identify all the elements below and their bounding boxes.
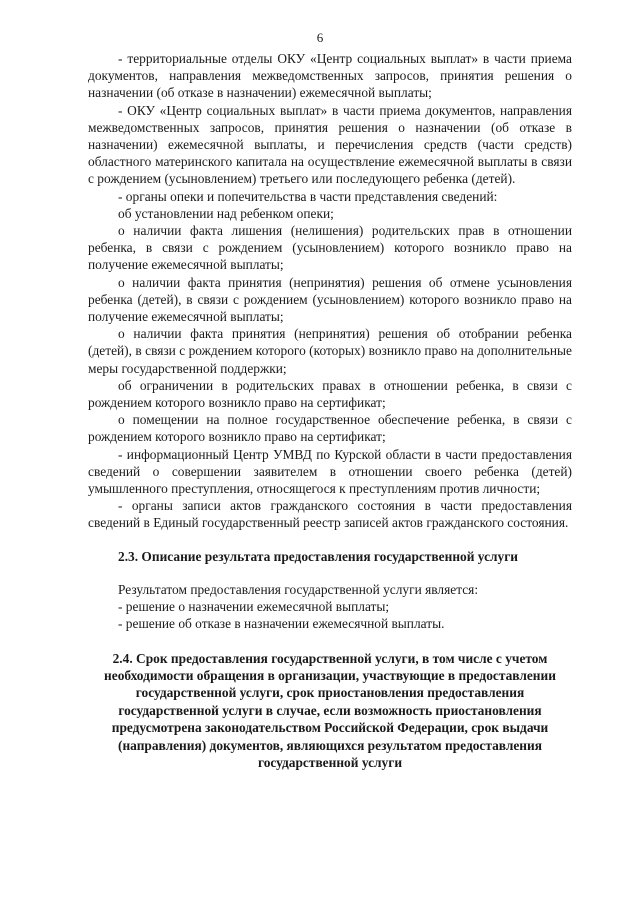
result-intro: Результатом предоставления государственной услуги является: (118, 581, 479, 597)
result-item-approval: - решение о назначении ежемесячной выплаты; (118, 599, 390, 615)
paragraph-adoption-cancellation: о наличии факта принятия (непринятия) решения об отмене усыновления ребенка (детей), в связи с рождением (усыновлением) которого возникло право на получение ежемесячной выплаты; (88, 274, 572, 325)
page-number: 6 (316, 30, 324, 45)
section-2-3-heading: 2.3. Описание результата предоставления государственной услуги (118, 548, 519, 564)
paragraph-guardianship-bodies: - органы опеки и попечительства в части представления сведений: (118, 188, 498, 204)
paragraph-civil-registry: - органы записи актов гражданского состояния в части предоставления сведений в Единый государственный реестр записей актов гражданского состояния. (88, 498, 572, 531)
page-content (88, 50, 572, 771)
result-item-refusal: - решение об отказе в назначении ежемесячной выплаты. (118, 616, 445, 632)
section-2-3-body (88, 581, 572, 633)
paragraph-oku-center: - ОКУ «Центр социальных выплат» в части приема документов, направления межведомственных запросов, принятия решения о назначении (об отказе в назначении) ежемесячной выплаты, и перечисления средств (части средств) областного материнского капитала на осуществление ежемесячной выплаты в связи с рождением (усыновлением) третьего или последующего ребенка (детей). (88, 102, 572, 187)
paragraph-territorial-offices: - территориальные отделы ОКУ «Центр социальных выплат» в части приема документов, направления межведомственных запросов, принятия решения о назначении (об отказе в назначении) ежемесячной выплаты; (88, 51, 572, 101)
paragraph-guardianship-established: об установлении над ребенком опеки; (118, 205, 334, 221)
paragraph-state-care: о помещении на полное государственное обеспечение ребенка, в связи с рождением которого возникло право на сертификат; (88, 412, 572, 445)
paragraph-child-removal: о наличии факта принятия (непринятия) решения об отобрании ребенка (детей), в связи с рождением которого (которых) возникло право на дополнительные меры государственной поддержки; (88, 326, 572, 376)
paragraph-umvd-info-center: - информационный Центр УМВД по Курской области в части предоставления сведений о совершении заявителем в отношении своего ребенка (детей) умышленного преступления, относящегося к преступлениям против личности; (88, 446, 572, 497)
paragraph-parental-rights-restriction: об ограничении в родительских правах в отношении ребенка, в связи с рождением которого возникло право на сертификат; (88, 377, 572, 411)
paragraph-parental-rights-deprivation: о наличии факта лишения (нелишения) родительских прав в отношении ребенка, в связи с рождением (усыновлением) которого возникло право на получение ежемесячной выплаты; (88, 223, 572, 273)
section-2-4-heading: 2.4. Срок предоставления государственной услуги, в том числе с учетом необходимости обращения в организации, участвующие в предоставлении государственной услуги, срок приостановления предоставления государственной услуги в случае, если возможность приостановления предусмотрена законодательством Российской Федерации, срок выдачи (направления) документов, являющихся результатом предоставления государственной услуги (104, 650, 556, 770)
